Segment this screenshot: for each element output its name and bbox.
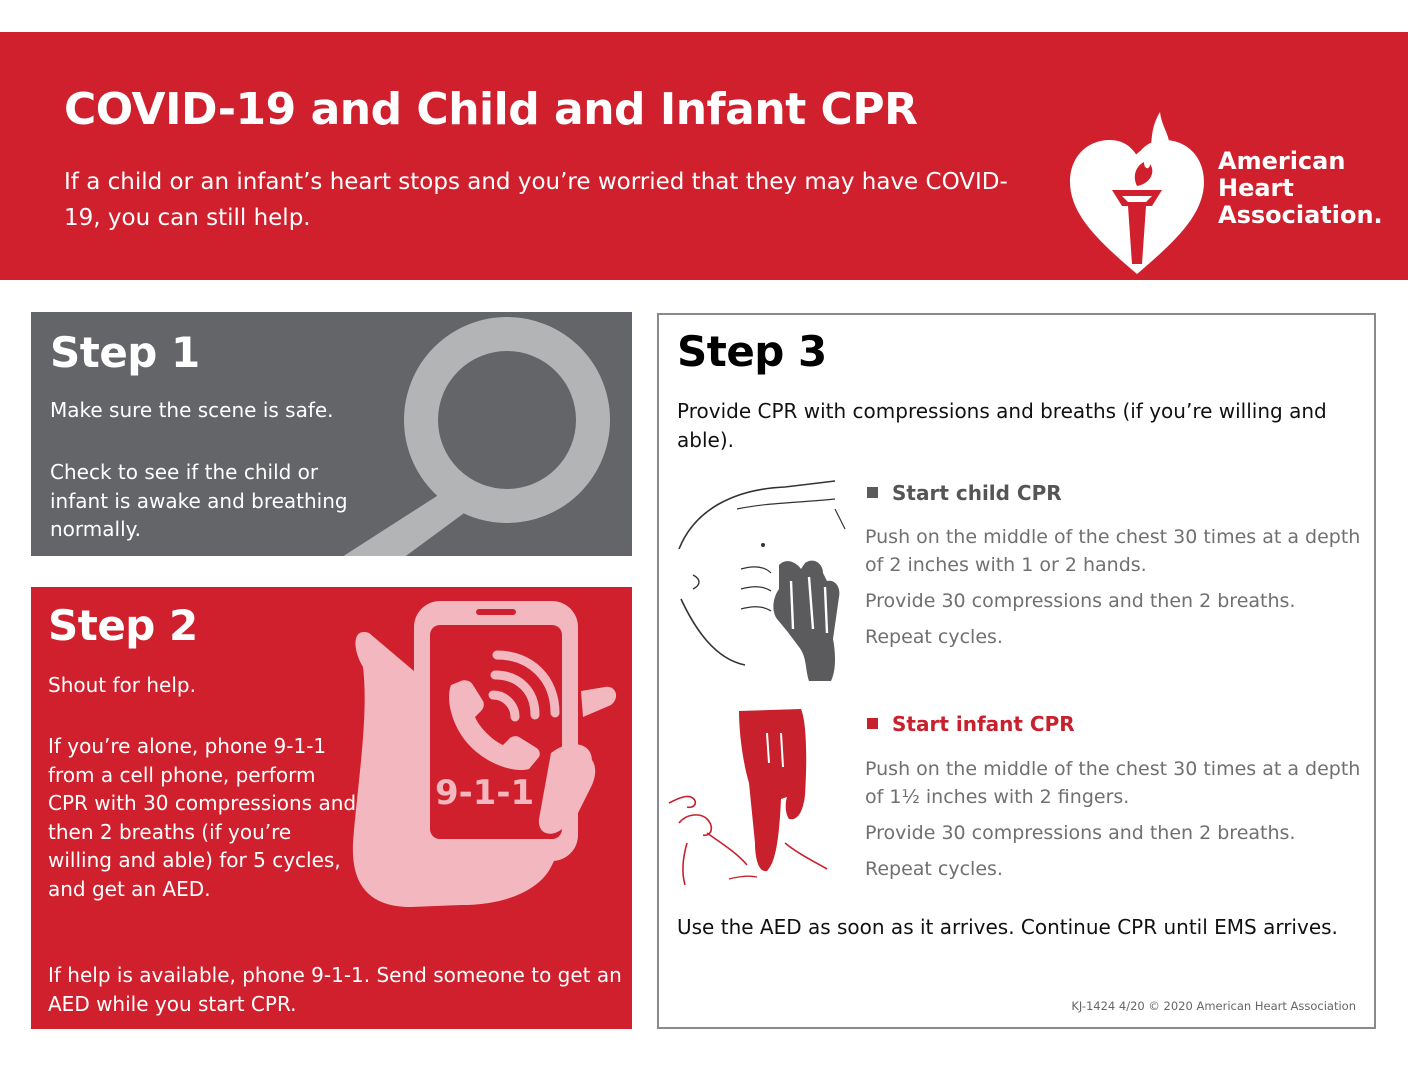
step-1-text-check: Check to see if the child or infant is awake and breathing normally. <box>50 460 348 541</box>
infant-cpr-repeat-text: Repeat cycles. <box>865 858 1003 880</box>
child-cpr-push-text: Push on the middle of the chest 30 times at a depth of 2 inches with 1 or 2 hands. <box>865 526 1361 576</box>
step-2-text-alone: If you’re alone, phone 9-1-1 from a cell phone, perform CPR with 30 compressions and then 2 breaths (if you’re willing and able) for 5 cycles, and get an AED. <box>48 734 357 901</box>
logo-line-2: Heart <box>1218 174 1294 202</box>
child-cpr-heading-text: Start child CPR <box>892 481 1062 505</box>
step-1-text-scene: Make sure the scene is safe. <box>50 398 334 422</box>
child-cpr-heading <box>867 481 1062 505</box>
logo-line-1: American <box>1218 147 1346 175</box>
copyright-notice: KJ-1424 4/20 © 2020 American Heart Association <box>1071 999 1356 1013</box>
step-3-intro: Provide CPR with compressions and breaths (if you’re willing and able). <box>677 399 1327 452</box>
infant-cpr-heading-text: Start infant CPR <box>892 712 1075 736</box>
logo-line-3: Association. <box>1218 201 1383 229</box>
infant-cpr-illustration <box>667 703 857 893</box>
child-cpr-repeat-text: Repeat cycles. <box>865 626 1003 648</box>
step-1-title: Step 1 <box>50 328 200 377</box>
child-cpr-illustration <box>675 469 855 689</box>
child-cpr-compressions-text: Provide 30 compressions and then 2 breaths. <box>865 590 1296 612</box>
infant-cpr-heading <box>867 712 1075 736</box>
infant-cpr-compressions-text: Provide 30 compressions and then 2 breaths. <box>865 822 1296 844</box>
step-2-text-help-available: If help is available, phone 9-1-1. Send someone to get an AED while you start CPR. <box>48 963 622 1016</box>
header-banner <box>0 32 1408 280</box>
step-2-text-shout: Shout for help. <box>48 673 196 697</box>
phone-911-label: 9-1-1 <box>435 773 535 813</box>
infant-cpr-push-text: Push on the middle of the chest 30 times at a depth of 1½ inches with 2 fingers. <box>865 758 1361 808</box>
bullet-square-icon <box>867 487 878 498</box>
page-title: COVID-19 and Child and Infant CPR <box>64 84 918 135</box>
step-1-panel <box>31 312 632 556</box>
bullet-square-icon <box>867 718 878 729</box>
page-subtitle: If a child or an infant’s heart stops and you’re worried that they may have COVID-19, you can still help. <box>64 169 1008 231</box>
aed-instruction: Use the AED as soon as it arrives. Continue CPR until EMS arrives. <box>677 915 1338 939</box>
step-3-panel <box>657 313 1376 1029</box>
logo-wordmark <box>1218 148 1383 229</box>
heart-torch-icon <box>1062 104 1212 276</box>
step-2-title: Step 2 <box>48 601 198 650</box>
step-3-title: Step 3 <box>677 327 827 376</box>
step-2-panel <box>31 587 632 1029</box>
